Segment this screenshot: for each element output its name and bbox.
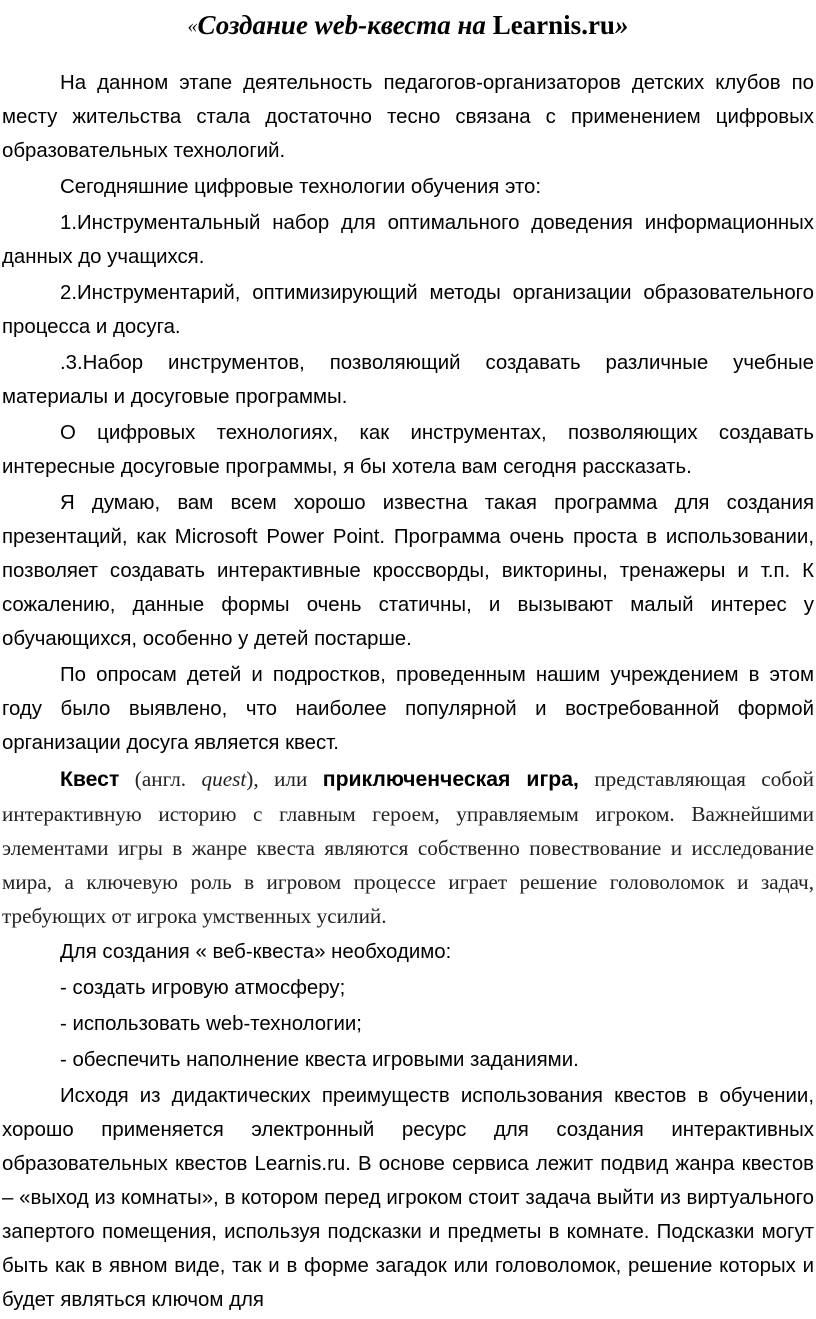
paragraph-bullet-atmosphere: - создать игровую атмосферу; <box>60 977 346 999</box>
title-close-quote: » <box>614 10 629 40</box>
paragraph-technologies-lead: Сегодняшние цифровые технологии обучения это: <box>60 176 542 198</box>
quest-def-part3: представляющая собой интерактивную историю с главным героем, управляемым игроком. Важнейшими элементами игры в жанре квеста являются собственно повествование и исследование мира, а ключевую роль в игровом процессе играет решение головоломок и задач, требующих от игрока умственных усилий. <box>2 767 814 928</box>
paragraph-bullet-tasks: - обеспечить наполнение квеста игровыми заданиями. <box>60 1049 579 1071</box>
paragraph-survey: По опросам детей и подростков, проведенным нашим учреждением в этом году было выявлено, что наиболее популярной и востребованной формой организации досуга является квест. <box>2 664 814 754</box>
paragraph-list-item-3: .3.Набор инструментов, позволяющий создавать различные учебные материалы и досуговые программы. <box>2 352 814 408</box>
quest-term: Квест <box>60 768 120 791</box>
paragraph-digital-tech: О цифровых технологиях, как инструментах, позволяющих создавать интересные досуговые программы, я бы хотела вам сегодня рассказать. <box>2 422 814 478</box>
paragraph-list-item-1: 1.Инструментальный набор для оптимального доведения информационных данных до учащихся. <box>2 212 814 268</box>
quest-english-word: quest <box>201 767 247 791</box>
quest-def-part1: (англ. <box>119 767 202 791</box>
paragraph-webquest-needs: Для создания « веб-квеста» необходимо: <box>60 941 452 963</box>
adventure-game-term: приключенческая игра, <box>322 768 579 791</box>
quest-def-part2: ), или <box>246 767 323 791</box>
title-open-quote: « <box>187 15 198 37</box>
document-title <box>2 8 814 43</box>
paragraph-intro: На данном этапе деятельность педагогов-организаторов детских клубов по месту жительства стала достаточно тесно связана с применением цифровых образовательных технологий. <box>2 72 814 162</box>
paragraph-learnis: Исходя из дидактических преимуществ использования квестов в обучении, хорошо применяется электронный ресурс для создания интерактивных образовательных квестов Learnis.ru. В основе сервиса лежит подвид жанра квестов – «выход из комнаты», в котором перед игроком стоит задача выйти из виртуального запертого помещения, используя подсказки и предметы в комнате. Подсказки могут быть как в явном виде, так и в форме загадок или головоломок, решение которых и будет являться ключом для <box>2 1085 814 1311</box>
paragraph-list-item-2: 2.Инструментарий, оптимизирующий методы организации образовательного процесса и досуга. <box>2 282 814 338</box>
paragraph-quest-definition <box>2 762 814 935</box>
paragraph-bullet-web-tech: - использовать web-технологии; <box>60 1013 362 1035</box>
paragraph-power-point: Я думаю, вам всем хорошо известна такая программа для создания презентаций, как Microsoft Power Point. Программа очень проста в использовании, позволяет создавать интерактивные кроссворды, викторины, тренажеры и т.п. К сожалению, данные формы очень статичны, и вызывают малый интерес у обучающихся, особенно у детей постарше. <box>2 492 814 650</box>
title-main-text: Создание web-квеста на <box>197 10 486 40</box>
title-site-name: Learnis.ru <box>485 10 615 40</box>
